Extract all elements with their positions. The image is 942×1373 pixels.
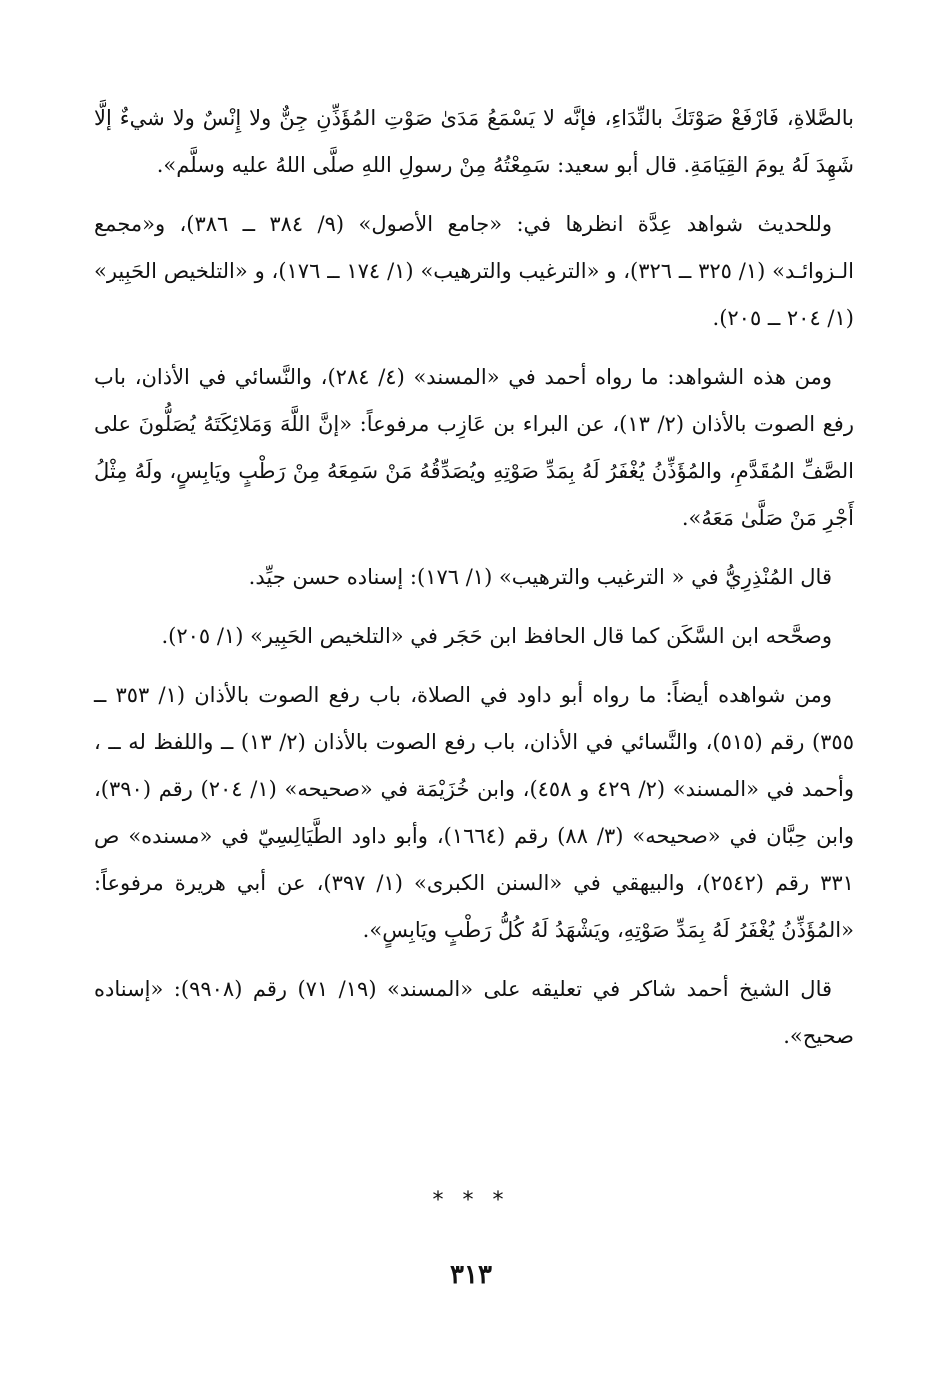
paragraph-supporting-evidence: وللحديث شواهد عِدَّة انظرها في: «جامع الأصول» (٩/ ٣٨٤ ــ ٣٨٦)، و«مجمع الـزوائـد» (١/ ٣٢٥ ــ ٣٢٦)، و «الترغيب والترهيب» (١/ ١٧٤ ــ ١٧٦)، و «التلخيص الحَبِير» (١/ ٢٠٤ ــ ٢٠٥). [94,212,854,330]
paragraph-ahmad-nasai-narration: ومن هذه الشواهد: ما رواه أحمد في «المسند» (٤/ ٢٨٤)، والنَّسائي في الأذان، باب رفع الصوت بالأذان (٢/ ١٣)، عن البراء بن عَازِب مرفوعاً: «إنَّ اللَّهَ وَمَلائِكَتَهُ يُصَلُّونَ على الصَّفِّ المُقَدَّمِ، والمُؤَذِّنُ يُغْفَرُ لَهُ بِمَدِّ صَوْتِهِ ويُصَدِّقُهُ مَنْ سَمِعَهُ مِنْ رَطْبٍ ويَابِسٍ، ولَهُ مِثْلُ أَجْرِ مَنْ صَلَّىٰ مَعَهُ». [94,365,854,530]
paragraph-hadith-continuation: بالصَّلاةِ، فَارْفَعْ صَوْتَكَ بالنِّدَاءِ، فإنَّه لا يَسْمَعُ مَدَىٰ صَوْتِ المُؤَذِّنِ جِنٌّ ولا إِنْسٌ ولا شيءٌ إلَّا شَهِدَ لَهُ يومَ القِيَامَةِ. قال أبو سعيد: سَمِعْتُهُ مِنْ رسولِ اللهِ صلَّى اللهُ عليه وسلَّم». [94,106,854,177]
section-separator: * * * [432,1188,510,1213]
paragraph-mundhiri-grading: قال المُنْذِرِيُّ في « الترغيب والترهيب» (١/ ١٧٦): إسناده حسن جيِّد. [248,565,832,589]
paragraph-ibn-sakan-authentication: وصحَّحه ابن السَّكَن كما قال الحافظ ابن حَجَر في «التلخيص الحَبِير» (١/ ٢٠٥). [161,624,832,648]
paragraph-shakir-grading: قال الشيخ أحمد شاكر في تعليقه على «المسند» (١٩/ ٧١) رقم (٩٩٠٨): «إسناده صحيح». [94,977,854,1048]
paragraph-abu-dawud-narration: ومن شواهده أيضاً: ما رواه أبو داود في الصلاة، باب رفع الصوت بالأذان (١/ ٣٥٣ ــ ٣٥٥) رقم (٥١٥)، والنَّسائي في الأذان، باب رفع الصوت بالأذان (٢/ ١٣) ــ واللفظ له ــ ، وأحمد في «المسند» (٢/ ٤٢٩ و ٤٥٨)، وابن خُزَيْمَة في «صحيحه» (١/ ٢٠٤) رقم (٣٩٠)، وابن حِبَّان في «صحيحه» (٣/ ٨٨) رقم (١٦٦٤)، وأبو داود الطَّيَالِسِيّ في «مسنده» ص ٣٣١ رقم (٢٥٤٢)، والبيهقي في «السنن الكبرى» (١/ ٣٩٧)، عن أبي هريرة مرفوعاً: «المُؤَذِّنُ يُغْفَرُ لَهُ بِمَدِّ صَوْتِهِ، ويَشْهَدُ لَهُ كُلُّ رَطْبٍ ويَابِسٍ». [94,683,854,942]
page-body [94,95,854,1072]
page-number: ٣١٣ [450,1260,492,1290]
